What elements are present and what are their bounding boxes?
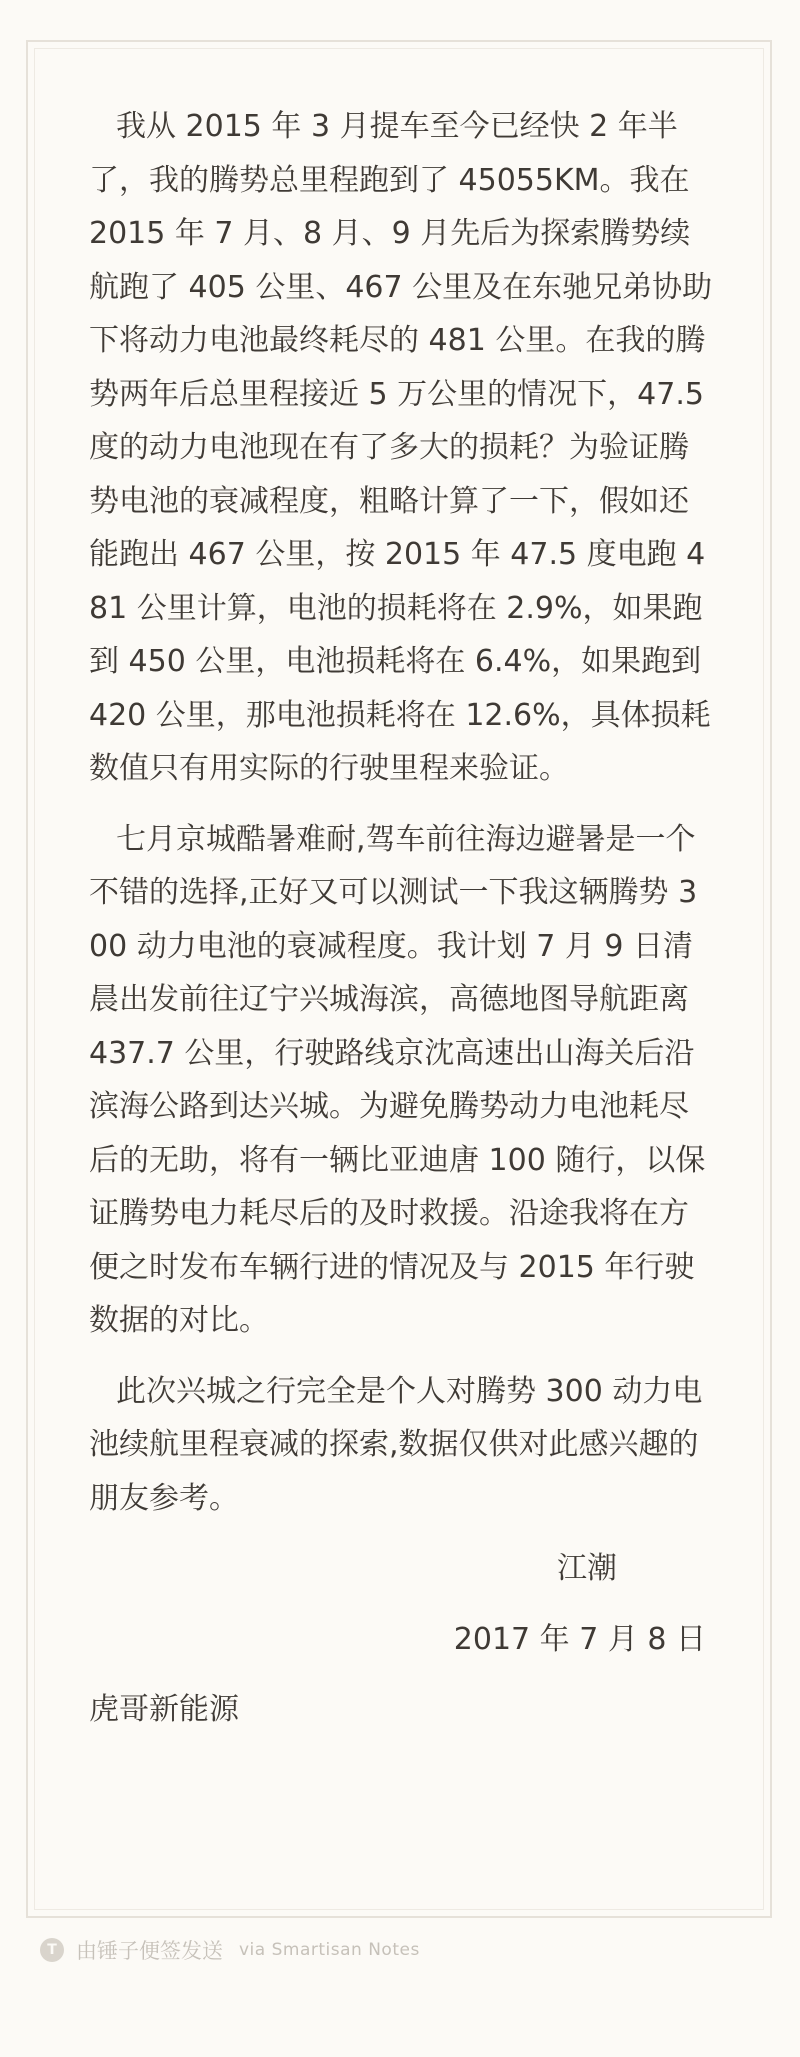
note-paragraph-3: 此次兴城之行完全是个人对腾势 300 动力电池续航里程衰减的探索,数据仅供对此感兴趣的朋友参考。 [89, 1373, 703, 1516]
footer-sent-via-en: via Smartisan Notes [239, 1940, 420, 1960]
signature-date: 2017 年 7 月 8 日 [453, 1621, 706, 1657]
note-paragraph-1: 我从 2015 年 3 月提车至今已经快 2 年半了，我的腾势总里程跑到了 45055KM。我在 2015 年 7 月、8 月、9 月先后为探索腾势续航跑了 405 公里、467 公里及在东驰兄弟协助下将动力电池最终耗尽的 481 公里。在我的腾势两年后总里程接近 5 万公里的情况下，47.5 度的动力电池现在有了多大的损耗？为验证腾势电池的衰减程度，粗略计算了一下，假如还能跑出 467 公里，按 2015 年 47.5 度电跑 481 公里计算，电池的损耗将在 2.9%，如果跑到 450 公里，电池损耗将在 6.4%，如果跑到 420 公里，那电池损耗将在 12.6%，具体损耗数值只有用实际的行驶里程来验证。 [89, 109, 713, 786]
footer-sent-via-cn: 由锤子便签发送 [76, 1939, 223, 1963]
smartisan-logo-icon: T [40, 1938, 64, 1962]
signature-name: 江潮 [557, 1551, 617, 1586]
note-content [89, 100, 714, 1737]
note-paragraph-2: 七月京城酷暑难耐,驾车前往海边避暑是一个不错的选择,正好又可以测试一下我这辆腾势 300 动力电池的衰减程度。我计划 7 月 9 日清晨出发前往辽宁兴城海滨，高德地图导航距离 437.7 公里，行驶路线京沈高速出山海关后沿滨海公路到达兴城。为避免腾势动力电池耗尽后的无助，将有一辆比亚迪唐 100 随行，以保证腾势电力耗尽后的及时救援。沿途我将在方便之时发布车辆行进的情况及与 2015 年行驶数据的对比。 [89, 821, 706, 1338]
signature-source: 虎哥新能源 [89, 1692, 239, 1727]
footer [40, 1935, 420, 1965]
